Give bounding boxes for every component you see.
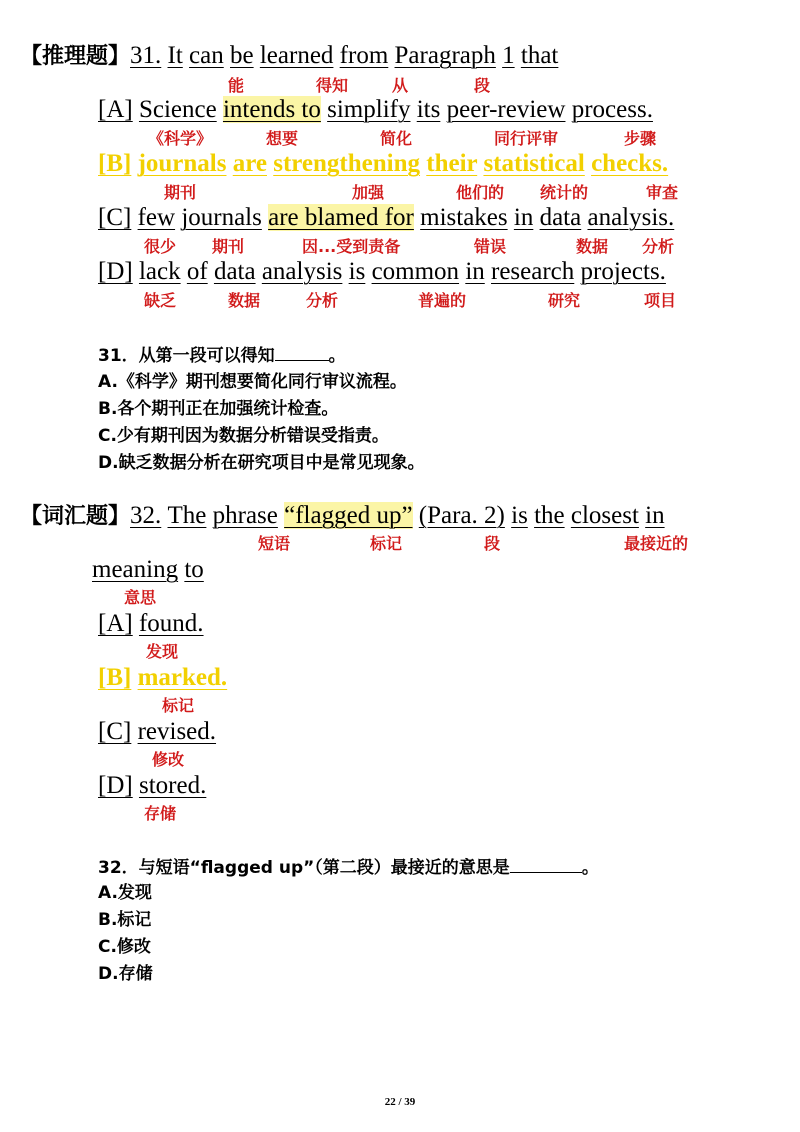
gloss: 得知 [316,76,349,95]
gloss: 项目 [644,291,677,310]
gloss: 最接近的 [624,534,689,553]
gloss: 步骤 [624,129,657,148]
gloss: 普遍的 [418,291,467,310]
gloss: 因...受到责备 [302,237,401,256]
gloss: 期刊 [164,183,197,202]
q32-option-a: [A] found. [98,610,204,637]
gloss: 能 [228,76,245,95]
gloss: 段 [474,76,491,95]
page-number: 22 / 39 [384,1096,416,1108]
gloss: 存储 [144,804,177,823]
q31-cn-option: C.少有期刊因为数据分析错误受指责。 [98,426,389,446]
q31-option-d: [D] lack of data analysis is common in research projects. [98,258,666,285]
gloss: 意思 [124,588,157,607]
answer-blank [275,346,329,361]
gloss: 标记 [370,534,403,553]
gloss: 从 [392,76,409,95]
q31-option-c: [C] few journals are blamed for mistakes in data analysis. [98,204,675,231]
q32-cn-option: A.发现 [98,883,152,903]
gloss: 研究 [548,291,581,310]
gloss: 数据 [576,237,609,256]
gloss: 统计的 [540,183,589,202]
gloss: 审查 [646,183,679,202]
q32-stem-line2: meaning to [92,556,204,583]
gloss: 短语 [258,534,291,553]
q32-stem: 【词汇题】32. The phrase “flagged up” (Para. 2) is the closest in [20,502,665,529]
q31-tag: 【推理题】 [20,44,131,69]
gloss: 分析 [306,291,339,310]
gloss: 分析 [642,237,675,256]
gloss: 《科学》 [148,129,213,148]
gloss: 段 [484,534,501,553]
q31-cn-stem: 31．从第一段可以得知 。 [98,346,346,366]
q32-cn-stem: 32．与短语“flagged up”（第二段）最接近的意思是 。 [98,858,599,878]
q32-option-d: [D] stored. [98,772,207,799]
gloss: 标记 [162,696,195,715]
gloss: 同行评审 [494,129,559,148]
q32-option-b-answer: [B] marked. [98,664,228,691]
gloss: 他们的 [456,183,505,202]
q31-cn-option: B.各个期刊正在加强统计检查。 [98,399,339,419]
gloss: 加强 [352,183,385,202]
q31-option-a: [A] Science intends to simplify its peer-review process. [98,96,653,123]
answer-blank [510,858,582,873]
gloss: 发现 [146,642,179,661]
gloss: 简化 [380,129,413,148]
gloss: 想要 [266,129,299,148]
q31-cn-option: A.《科学》期刊想要简化同行审议流程。 [98,372,407,392]
gloss: 修改 [152,750,185,769]
gloss: 错误 [474,237,507,256]
q31-option-b-answer: [B] journals are strengthening their statistical checks. [98,150,669,177]
q32-cn-option: B.标记 [98,910,152,930]
q31-stem: 【推理题】31. It can be learned from Paragraph 1 that [20,42,559,69]
gloss: 期刊 [212,237,245,256]
q32-option-c: [C] revised. [98,718,217,745]
gloss: 数据 [228,291,261,310]
gloss: 很少 [144,237,177,256]
gloss: 缺乏 [144,291,177,310]
q32-cn-option: D.存储 [98,964,153,984]
q31-cn-option: D.缺乏数据分析在研究项目中是常见现象。 [98,453,425,473]
q32-cn-option: C.修改 [98,937,151,957]
q32-tag: 【词汇题】 [20,504,131,529]
